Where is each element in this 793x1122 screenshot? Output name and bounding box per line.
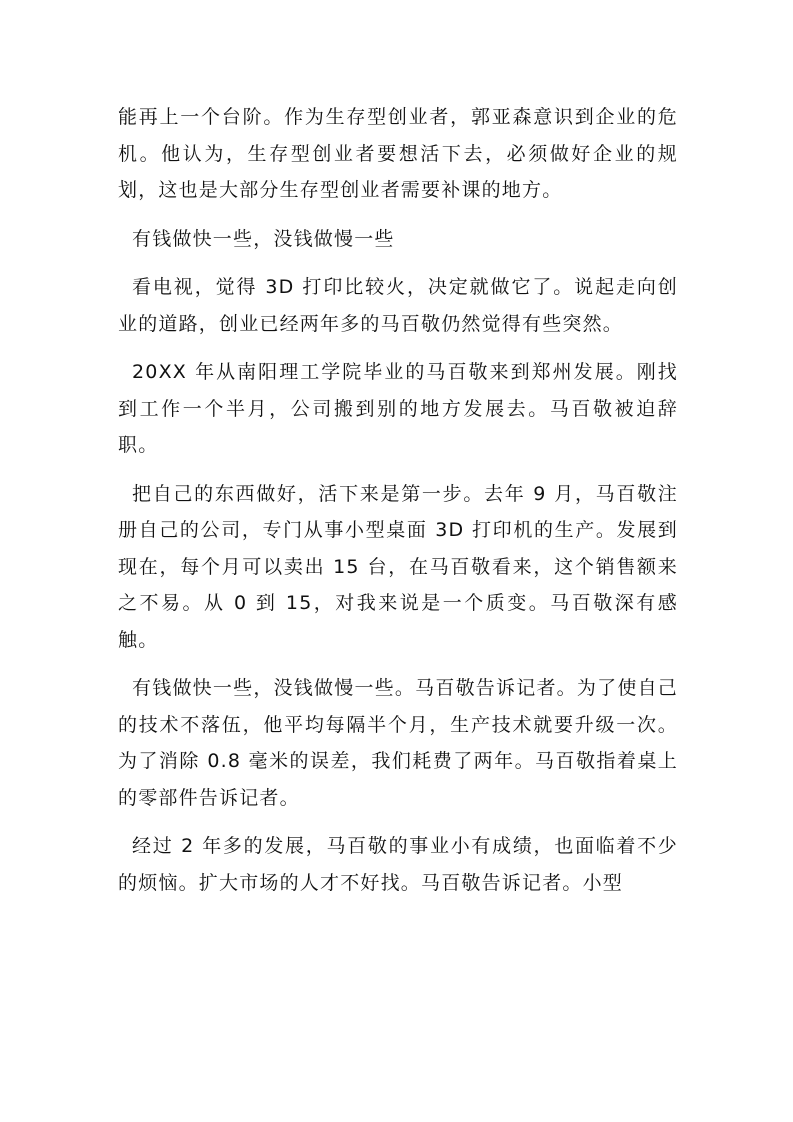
paragraph: 20XX 年从南阳理工学院毕业的马百敬来到郑州发展。刚找到工作一个半月，公司搬到别的地方发展去。马百敬被迫辞职。 [118,361,678,456]
section-heading: 有钱做快一些，没钱做慢一些 [132,227,395,250]
document-body [118,99,678,913]
paragraph: 把自己的东西做好，活下来是第一步。去年 9 月，马百敬注册自己的公司，专门从事小型桌面 3D 打印机的生产。发展到现在，每个月可以卖出 15 台，在马百敬看来，这个销售额来之不易。从 0 到 15，对我来说是一个质变。马百敬深有感触。 [118,482,678,651]
paragraph-continuation: 能再上一个台阶。作为生存型创业者，郭亚森意识到企业的危机。他认为，生存型创业者要想活下去，必须做好企业的规划，这也是大部分生存型创业者需要补课的地方。 [118,106,678,201]
paragraph: 看电视，觉得 3D 打印比较火，决定就做它了。说起走向创业的道路，创业已经两年多的马百敬仍然觉得有些突然。 [118,276,678,335]
paragraph: 经过 2 年多的发展，马百敬的事业小有成绩，也面临着不少的烦恼。扩大市场的人才不好找。马百敬告诉记者。小型 [118,835,678,894]
paragraph: 有钱做快一些，没钱做慢一些。马百敬告诉记者。为了使自己的技术不落伍，他平均每隔半个月，生产技术就要升级一次。为了消除 0.8 毫米的误差，我们耗费了两年。马百敬指着桌上的零部件告诉记者。 [118,677,678,809]
